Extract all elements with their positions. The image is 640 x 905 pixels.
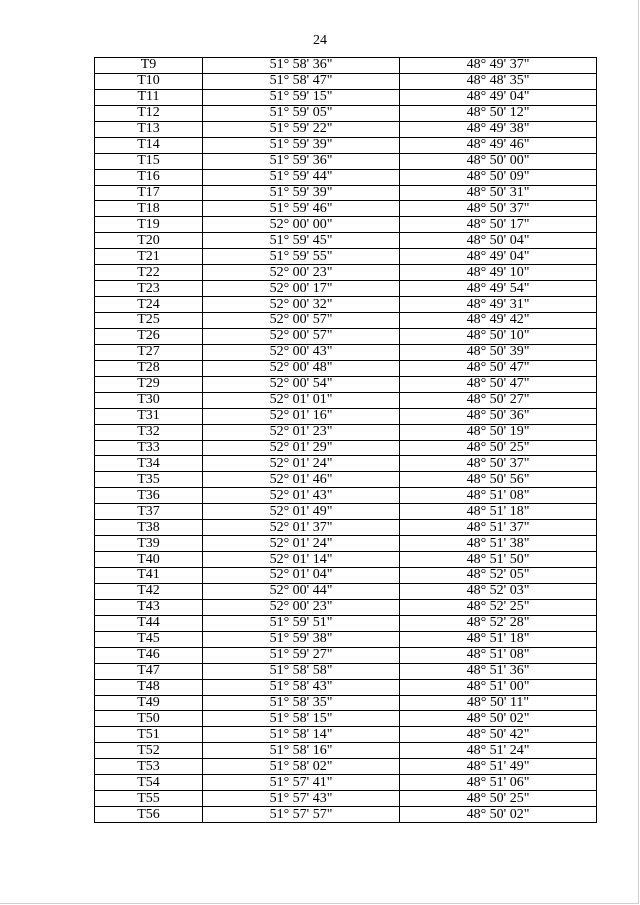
table-row <box>95 281 597 297</box>
table-row <box>95 568 597 584</box>
point-id-cell: T27 <box>95 344 203 360</box>
latitude-cell: 48° 51' 49" <box>400 759 597 775</box>
point-id-cell: T41 <box>95 568 203 584</box>
table-row <box>95 424 597 440</box>
point-id-cell: T28 <box>95 360 203 376</box>
point-id-cell: T33 <box>95 440 203 456</box>
latitude-cell: 48° 50' 39" <box>400 344 597 360</box>
latitude-cell: 48° 49' 04" <box>400 249 597 265</box>
latitude-cell: 48° 50' 47" <box>400 376 597 392</box>
point-id-cell: T21 <box>95 249 203 265</box>
longitude-cell: 51° 59' 39" <box>203 185 400 201</box>
table-row <box>95 759 597 775</box>
longitude-cell: 52° 00' 17" <box>203 281 400 297</box>
point-id-cell: T50 <box>95 711 203 727</box>
table-row <box>95 153 597 169</box>
latitude-cell: 48° 51' 06" <box>400 775 597 791</box>
latitude-cell: 48° 49' 37" <box>400 58 597 74</box>
latitude-cell: 48° 50' 00" <box>400 153 597 169</box>
point-id-cell: T11 <box>95 89 203 105</box>
point-id-cell: T42 <box>95 583 203 599</box>
point-id-cell: T30 <box>95 392 203 408</box>
table-row <box>95 328 597 344</box>
table-row <box>95 743 597 759</box>
table-row <box>95 297 597 313</box>
table-row <box>95 679 597 695</box>
latitude-cell: 48° 52' 05" <box>400 568 597 584</box>
longitude-cell: 52° 01' 29" <box>203 440 400 456</box>
longitude-cell: 52° 01' 37" <box>203 520 400 536</box>
longitude-cell: 52° 01' 23" <box>203 424 400 440</box>
longitude-cell: 52° 00' 54" <box>203 376 400 392</box>
longitude-cell: 51° 58' 02" <box>203 759 400 775</box>
coordinates-table-body <box>95 58 597 823</box>
longitude-cell: 52° 01' 16" <box>203 408 400 424</box>
point-id-cell: T25 <box>95 313 203 329</box>
point-id-cell: T20 <box>95 233 203 249</box>
longitude-cell: 51° 59' 38" <box>203 631 400 647</box>
longitude-cell: 51° 58' 36" <box>203 58 400 74</box>
table-row <box>95 727 597 743</box>
longitude-cell: 52° 01' 01" <box>203 392 400 408</box>
latitude-cell: 48° 50' 19" <box>400 424 597 440</box>
latitude-cell: 48° 50' 27" <box>400 392 597 408</box>
longitude-cell: 52° 01' 24" <box>203 456 400 472</box>
point-id-cell: T16 <box>95 169 203 185</box>
longitude-cell: 51° 57' 57" <box>203 807 400 823</box>
point-id-cell: T38 <box>95 520 203 536</box>
longitude-cell: 51° 57' 43" <box>203 791 400 807</box>
table-row <box>95 376 597 392</box>
latitude-cell: 48° 51' 08" <box>400 647 597 663</box>
point-id-cell: T35 <box>95 472 203 488</box>
latitude-cell: 48° 50' 31" <box>400 185 597 201</box>
longitude-cell: 51° 58' 16" <box>203 743 400 759</box>
table-row <box>95 392 597 408</box>
longitude-cell: 52° 00' 23" <box>203 599 400 615</box>
point-id-cell: T32 <box>95 424 203 440</box>
longitude-cell: 52° 01' 04" <box>203 568 400 584</box>
latitude-cell: 48° 49' 38" <box>400 121 597 137</box>
point-id-cell: T17 <box>95 185 203 201</box>
point-id-cell: T56 <box>95 807 203 823</box>
table-row <box>95 647 597 663</box>
latitude-cell: 48° 51' 18" <box>400 631 597 647</box>
point-id-cell: T51 <box>95 727 203 743</box>
longitude-cell: 51° 58' 43" <box>203 679 400 695</box>
table-row <box>95 472 597 488</box>
longitude-cell: 52° 01' 43" <box>203 488 400 504</box>
table-row <box>95 233 597 249</box>
point-id-cell: T19 <box>95 217 203 233</box>
latitude-cell: 48° 50' 37" <box>400 456 597 472</box>
point-id-cell: T44 <box>95 615 203 631</box>
latitude-cell: 48° 50' 36" <box>400 408 597 424</box>
table-row <box>95 360 597 376</box>
longitude-cell: 51° 59' 36" <box>203 153 400 169</box>
table-row <box>95 121 597 137</box>
table-row <box>95 249 597 265</box>
latitude-cell: 48° 49' 31" <box>400 297 597 313</box>
table-row <box>95 488 597 504</box>
point-id-cell: T48 <box>95 679 203 695</box>
table-row <box>95 440 597 456</box>
point-id-cell: T54 <box>95 775 203 791</box>
latitude-cell: 48° 50' 25" <box>400 440 597 456</box>
table-row <box>95 201 597 217</box>
table-row <box>95 456 597 472</box>
longitude-cell: 52° 00' 32" <box>203 297 400 313</box>
point-id-cell: T37 <box>95 504 203 520</box>
latitude-cell: 48° 50' 04" <box>400 233 597 249</box>
point-id-cell: T15 <box>95 153 203 169</box>
point-id-cell: T43 <box>95 599 203 615</box>
table-row <box>95 807 597 823</box>
latitude-cell: 48° 50' 17" <box>400 217 597 233</box>
longitude-cell: 52° 01' 14" <box>203 552 400 568</box>
latitude-cell: 48° 49' 10" <box>400 265 597 281</box>
table-row <box>95 583 597 599</box>
table-row <box>95 89 597 105</box>
table-row <box>95 185 597 201</box>
table-row <box>95 408 597 424</box>
latitude-cell: 48° 49' 46" <box>400 137 597 153</box>
longitude-cell: 51° 58' 47" <box>203 73 400 89</box>
table-row <box>95 552 597 568</box>
point-id-cell: T26 <box>95 328 203 344</box>
point-id-cell: T53 <box>95 759 203 775</box>
table-row <box>95 695 597 711</box>
longitude-cell: 52° 00' 00" <box>203 217 400 233</box>
latitude-cell: 48° 51' 24" <box>400 743 597 759</box>
table-row <box>95 313 597 329</box>
longitude-cell: 51° 57' 41" <box>203 775 400 791</box>
latitude-cell: 48° 50' 56" <box>400 472 597 488</box>
longitude-cell: 51° 59' 55" <box>203 249 400 265</box>
longitude-cell: 51° 59' 51" <box>203 615 400 631</box>
point-id-cell: T9 <box>95 58 203 74</box>
longitude-cell: 52° 01' 49" <box>203 504 400 520</box>
latitude-cell: 48° 50' 11" <box>400 695 597 711</box>
latitude-cell: 48° 51' 18" <box>400 504 597 520</box>
table-row <box>95 615 597 631</box>
point-id-cell: T18 <box>95 201 203 217</box>
point-id-cell: T36 <box>95 488 203 504</box>
longitude-cell: 51° 59' 15" <box>203 89 400 105</box>
table-row <box>95 58 597 74</box>
point-id-cell: T47 <box>95 663 203 679</box>
longitude-cell: 52° 00' 48" <box>203 360 400 376</box>
table-row <box>95 217 597 233</box>
point-id-cell: T39 <box>95 536 203 552</box>
longitude-cell: 51° 59' 05" <box>203 105 400 121</box>
point-id-cell: T40 <box>95 552 203 568</box>
longitude-cell: 51° 58' 15" <box>203 711 400 727</box>
table-row <box>95 663 597 679</box>
latitude-cell: 48° 50' 09" <box>400 169 597 185</box>
latitude-cell: 48° 52' 03" <box>400 583 597 599</box>
latitude-cell: 48° 51' 00" <box>400 679 597 695</box>
table-row <box>95 711 597 727</box>
longitude-cell: 52° 01' 46" <box>203 472 400 488</box>
table-row <box>95 105 597 121</box>
table-row <box>95 265 597 281</box>
longitude-cell: 52° 00' 57" <box>203 313 400 329</box>
latitude-cell: 48° 52' 28" <box>400 615 597 631</box>
point-id-cell: T49 <box>95 695 203 711</box>
latitude-cell: 48° 50' 02" <box>400 711 597 727</box>
point-id-cell: T45 <box>95 631 203 647</box>
point-id-cell: T13 <box>95 121 203 137</box>
point-id-cell: T10 <box>95 73 203 89</box>
latitude-cell: 48° 50' 10" <box>400 328 597 344</box>
latitude-cell: 48° 50' 02" <box>400 807 597 823</box>
latitude-cell: 48° 51' 37" <box>400 520 597 536</box>
longitude-cell: 51° 58' 35" <box>203 695 400 711</box>
latitude-cell: 48° 48' 35" <box>400 73 597 89</box>
longitude-cell: 51° 59' 27" <box>203 647 400 663</box>
longitude-cell: 51° 58' 14" <box>203 727 400 743</box>
longitude-cell: 51° 58' 58" <box>203 663 400 679</box>
table-row <box>95 775 597 791</box>
point-id-cell: T46 <box>95 647 203 663</box>
table-row <box>95 536 597 552</box>
point-id-cell: T31 <box>95 408 203 424</box>
latitude-cell: 48° 51' 08" <box>400 488 597 504</box>
longitude-cell: 52° 00' 57" <box>203 328 400 344</box>
latitude-cell: 48° 51' 38" <box>400 536 597 552</box>
longitude-cell: 51° 59' 46" <box>203 201 400 217</box>
latitude-cell: 48° 51' 36" <box>400 663 597 679</box>
longitude-cell: 52° 00' 23" <box>203 265 400 281</box>
longitude-cell: 51° 59' 22" <box>203 121 400 137</box>
latitude-cell: 48° 49' 42" <box>400 313 597 329</box>
point-id-cell: T24 <box>95 297 203 313</box>
latitude-cell: 48° 50' 12" <box>400 105 597 121</box>
table-row <box>95 73 597 89</box>
point-id-cell: T22 <box>95 265 203 281</box>
coordinates-table <box>94 57 597 823</box>
longitude-cell: 52° 01' 24" <box>203 536 400 552</box>
point-id-cell: T52 <box>95 743 203 759</box>
longitude-cell: 51° 59' 45" <box>203 233 400 249</box>
latitude-cell: 48° 50' 25" <box>400 791 597 807</box>
longitude-cell: 52° 00' 44" <box>203 583 400 599</box>
table-row <box>95 631 597 647</box>
point-id-cell: T12 <box>95 105 203 121</box>
latitude-cell: 48° 50' 37" <box>400 201 597 217</box>
table-row <box>95 504 597 520</box>
page-number: 24 <box>313 33 327 48</box>
table-row <box>95 520 597 536</box>
latitude-cell: 48° 49' 54" <box>400 281 597 297</box>
point-id-cell: T14 <box>95 137 203 153</box>
point-id-cell: T29 <box>95 376 203 392</box>
latitude-cell: 48° 52' 25" <box>400 599 597 615</box>
longitude-cell: 51° 59' 39" <box>203 137 400 153</box>
latitude-cell: 48° 50' 42" <box>400 727 597 743</box>
longitude-cell: 52° 00' 43" <box>203 344 400 360</box>
point-id-cell: T55 <box>95 791 203 807</box>
point-id-cell: T34 <box>95 456 203 472</box>
table-row <box>95 791 597 807</box>
point-id-cell: T23 <box>95 281 203 297</box>
latitude-cell: 48° 50' 47" <box>400 360 597 376</box>
table-row <box>95 137 597 153</box>
longitude-cell: 51° 59' 44" <box>203 169 400 185</box>
table-row <box>95 344 597 360</box>
table-row <box>95 599 597 615</box>
latitude-cell: 48° 49' 04" <box>400 89 597 105</box>
table-row <box>95 169 597 185</box>
latitude-cell: 48° 51' 50" <box>400 552 597 568</box>
